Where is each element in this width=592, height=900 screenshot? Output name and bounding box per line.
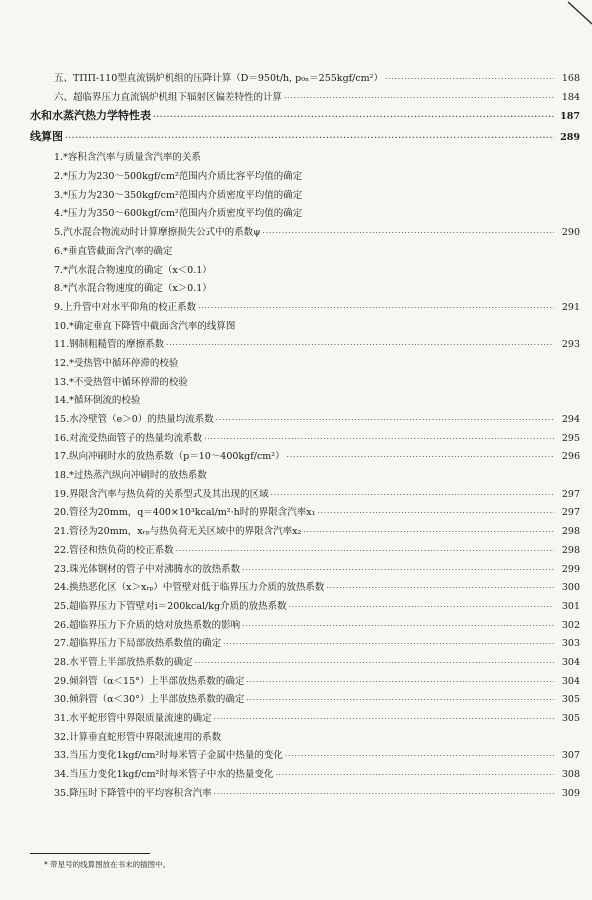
toc-entry	[30, 149, 580, 168]
toc-entry	[30, 318, 580, 337]
toc-entry-title: 7.*汽水混合物速度的确定（x＜0.1）	[54, 264, 212, 276]
toc-entry	[30, 673, 580, 692]
toc-page-number: 300	[561, 582, 580, 594]
toc-leader-dots	[242, 566, 554, 574]
toc-entry	[30, 374, 580, 393]
toc-page-number: 291	[561, 301, 580, 313]
toc-entry-title: 32.计算垂直蛇形管中界限流速用的系数	[54, 731, 222, 743]
toc-entry-title: 1.*容积含汽率与质量含汽率的关系	[54, 152, 201, 164]
toc-entry	[30, 280, 580, 299]
toc-entry	[30, 89, 580, 108]
toc-entry-title: 线算图	[30, 130, 63, 144]
toc-page-number: 305	[561, 694, 580, 706]
toc-leader-dots	[246, 696, 554, 704]
toc-entry-title: 2.*压力为230～500kgf/cm²范围内介质比容平均值的确定	[54, 171, 303, 183]
toc-entry	[30, 243, 580, 262]
toc-entry-title: 5.汽水混合物流动时计算摩擦损失公式中的系数ψ	[54, 227, 261, 239]
toc-entry	[30, 411, 580, 430]
toc-entry	[30, 766, 580, 785]
toc-entry	[30, 598, 580, 617]
toc-leader-dots	[263, 229, 554, 237]
toc-entry-title: 19.界限含汽率与热负荷的关系型式及其出现的区域	[54, 488, 269, 500]
toc-entry-title: 12.*受热管中循环停滞的校验	[54, 357, 179, 369]
toc-leader-dots	[242, 622, 554, 630]
toc-page-number: 303	[561, 638, 580, 650]
toc-page-number: 294	[561, 414, 580, 425]
toc-entry-title: 35.降压时下降管中的平均容积含汽率	[54, 787, 212, 799]
toc-entry-title: 五、ТПП-110型直流锅炉机组的压降计算（D＝950t/h, p₀ₙ＝255kgf/cm²）	[54, 73, 383, 84]
toc-leader-dots	[285, 752, 554, 760]
toc-entry-title: 6.*垂直管截面含汽率的确定	[54, 245, 173, 257]
toc-leader-dots	[385, 75, 554, 83]
toc-entry-title: 六、超临界压力直流锅炉机组下辐射区偏差特性的计算	[54, 91, 283, 103]
toc-entry-title: 20.管径为20mm，q＝400×10³kcal/m²·h时的界限含汽率x₁	[54, 507, 316, 519]
toc-entry	[30, 654, 580, 673]
toc-entry	[30, 299, 580, 318]
toc-entry	[30, 336, 580, 355]
footnote: * 带星号的线算图放在书末的插图中。	[44, 860, 171, 869]
toc-entry-title: 25.超临界压力下管壁对i＝200kcal/kg介质的放热系数	[54, 600, 287, 612]
toc-entry	[30, 205, 580, 224]
toc-entry	[30, 617, 580, 636]
toc-page-number: 302	[561, 619, 580, 631]
toc-leader-dots	[326, 584, 554, 592]
toc-leader-dots	[65, 133, 554, 142]
toc-leader-dots	[246, 678, 554, 686]
toc-leader-dots	[303, 528, 554, 536]
toc-entry-title: 11.钢制粗糙管的摩擦系数	[54, 339, 165, 351]
toc-entry	[30, 691, 580, 710]
toc-leader-dots	[204, 435, 554, 443]
toc-entry-title: 16.对流受热面管子的热量均流系数	[54, 432, 203, 444]
toc-entry	[30, 70, 580, 89]
toc-entry-title: 31.水平蛇形管中界限质量流速的确定	[54, 713, 212, 724]
toc-entry	[30, 107, 580, 128]
toc-page-number: 308	[561, 769, 580, 781]
toc-entry-title: 9.上升管中对水平仰角的校正系数	[54, 301, 197, 313]
toc-entry-title: 26.超临界压力下介质的焓对放热系数的影响	[54, 619, 241, 631]
toc-entry	[30, 785, 580, 804]
toc-page-number: 295	[561, 432, 580, 444]
toc-entry	[30, 430, 580, 449]
toc-entry-title: 33.当压力变化1kgf/cm²时每米管子金属中热量的变化	[54, 750, 283, 762]
toc-entry-title: 10.*确定垂直下降管中截面含汽率的线算图	[54, 320, 236, 332]
toc-leader-dots	[216, 416, 554, 424]
toc-entry	[30, 729, 580, 748]
toc-entry	[30, 262, 580, 281]
toc-leader-dots	[198, 304, 554, 312]
toc-entry-title: 21.管径为20mm，xᵣₚ与热负荷无关区域中的界限含汽率x₂	[54, 526, 302, 538]
toc-entry-title: 24.换热恶化区（x＞xᵣₚ）中管壁对低于临界压力介质的放热系数	[54, 582, 325, 594]
toc-page-number: 299	[561, 563, 580, 575]
toc-entry	[30, 635, 580, 654]
toc-entry-title: 34.当压力变化1kgf/cm²时每米管子中水的热量变化	[54, 769, 274, 781]
toc-entry-title: 4.*压力为350～600kgf/cm²范围内介质密度平均值的确定	[54, 208, 303, 220]
toc-entry	[30, 486, 580, 505]
toc-entry	[30, 187, 580, 206]
footnote-divider	[30, 853, 150, 854]
toc-page-number: 304	[561, 675, 580, 687]
toc-entry-title: 8.*汽水混合物速度的确定（x＞0.1）	[54, 283, 212, 295]
toc-leader-dots	[284, 94, 554, 102]
toc-page-number: 298	[561, 526, 580, 538]
toc-leader-dots	[223, 640, 554, 648]
toc-entry-title: 29.倾斜管（α＜15°）上半部放热系数的确定	[54, 675, 245, 687]
toc-page-number: 297	[561, 488, 580, 500]
toc-leader-dots	[275, 771, 554, 779]
toc-page-number: 296	[561, 451, 580, 463]
toc-entry	[30, 561, 580, 580]
toc-page-number: 184	[561, 91, 580, 103]
toc-entry-title: 14.*循环倒流的校验	[54, 395, 141, 407]
toc-entry-title: 27.超临界压力下局部放热系数值的确定	[54, 638, 222, 650]
toc-entry	[30, 504, 580, 523]
toc-entry-title: 28.水平管上半部放热系数的确定	[54, 656, 193, 668]
toc-page-number: 298	[561, 544, 580, 556]
toc-page-number: 168	[561, 73, 580, 84]
toc-entry-title: 15.水冷壁管（e＞0）的热量均流系数	[54, 414, 214, 425]
toc-entry	[30, 747, 580, 766]
toc-leader-dots	[271, 491, 554, 499]
toc-page-number: 293	[561, 339, 580, 351]
toc-entry-title: 30.倾斜管（α＜30°）上半部放热系数的确定	[54, 694, 245, 706]
toc-leader-dots	[176, 547, 554, 555]
toc-page-number: 187	[560, 111, 580, 123]
toc-entry	[30, 579, 580, 598]
toc-entry-title: 23.珠光体钢材的管子中对沸腾水的放热系数	[54, 563, 241, 575]
toc-entry	[30, 467, 580, 486]
toc-entry-title: 22.管径和热负荷的校正系数	[54, 544, 174, 556]
toc-page-number: 289	[560, 132, 580, 144]
toc-entry	[30, 448, 580, 467]
toc-entry-title: 17.纵向冲刷时水的放热系数（p＝10～400kgf/cm²）	[54, 451, 285, 463]
toc-leader-dots	[214, 790, 554, 798]
toc-page-number: 297	[561, 507, 580, 519]
toc-leader-dots	[317, 509, 554, 517]
toc-leader-dots	[287, 453, 554, 461]
toc-entry	[30, 710, 580, 729]
toc-entry	[30, 224, 580, 243]
toc-entry-title: 3.*压力为230～350kgf/cm²范围内介质密度平均值的确定	[54, 189, 303, 201]
toc-leader-dots	[289, 603, 554, 611]
scan-corner-mark	[0, 0, 592, 60]
toc-page-number: 290	[561, 227, 580, 239]
toc-entry	[30, 523, 580, 542]
toc-page-number: 305	[561, 713, 580, 724]
toc-entry-title: 18.*过热蒸汽纵向冲刷时的放热系数	[54, 470, 207, 482]
toc-entry	[30, 542, 580, 561]
toc-leader-dots	[214, 715, 554, 723]
toc-leader-dots	[153, 112, 554, 121]
toc-entry	[30, 128, 580, 149]
toc-page-number: 304	[561, 656, 580, 668]
toc-page-number: 301	[561, 600, 580, 612]
toc-leader-dots	[166, 341, 554, 349]
toc-leader-dots	[195, 659, 554, 667]
toc-page-number: 309	[561, 787, 580, 799]
toc-entry-title: 水和水蒸汽热力学特性表	[30, 109, 151, 123]
toc-entry-title: 13.*不受热管中循环停滞的校验	[54, 376, 188, 388]
table-of-contents	[30, 70, 580, 803]
toc-entry	[30, 168, 580, 187]
toc-entry	[30, 392, 580, 411]
toc-page-number: 307	[561, 750, 580, 762]
toc-entry	[30, 355, 580, 374]
